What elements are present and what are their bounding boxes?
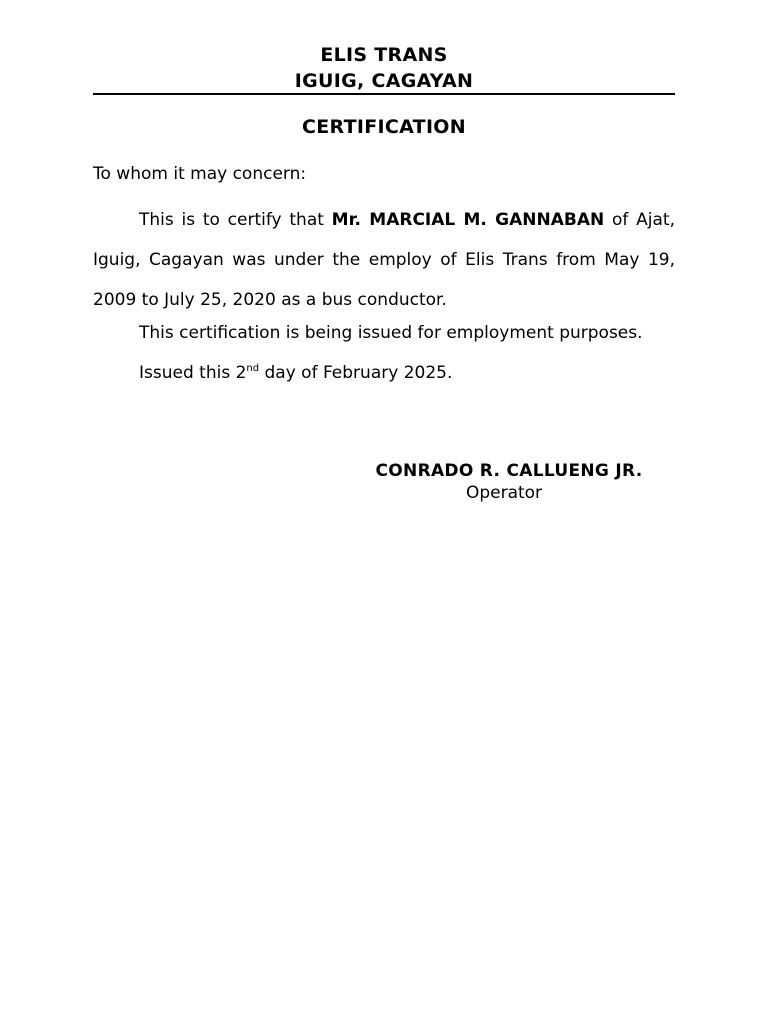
signatory-block: [333, 460, 685, 504]
document-title: CERTIFICATION: [302, 116, 466, 138]
ordinal-suffix: nd: [246, 363, 260, 374]
signatory-name: CONRADO R. CALLUENG JR.: [375, 461, 643, 481]
salutation: To whom it may concern:: [93, 164, 307, 184]
company-name: ELIS TRANS: [320, 44, 448, 66]
body-intro: This is to certify that: [139, 210, 332, 230]
certificate-page: [93, 0, 675, 1024]
purpose-statement: This certification is being issued for employment purposes.: [139, 323, 643, 343]
certification-body: [93, 200, 675, 320]
letterhead: [93, 42, 675, 94]
person-name: Mr. MARCIAL M. GANNABAN: [331, 210, 605, 230]
signatory-title: Operator: [465, 483, 543, 503]
issue-date-statement: [139, 361, 452, 385]
issued-suffix: day of February 2025.: [259, 363, 453, 383]
header-divider: [93, 93, 675, 95]
body-details: of Ajat, Iguig, Cagayan was under the employ of Elis Trans from May 19, 2009 to July 25, 2020 as a bus conductor.: [93, 210, 676, 310]
company-location: IGUIG, CAGAYAN: [294, 70, 474, 92]
issued-prefix: Issued this 2: [139, 363, 247, 383]
